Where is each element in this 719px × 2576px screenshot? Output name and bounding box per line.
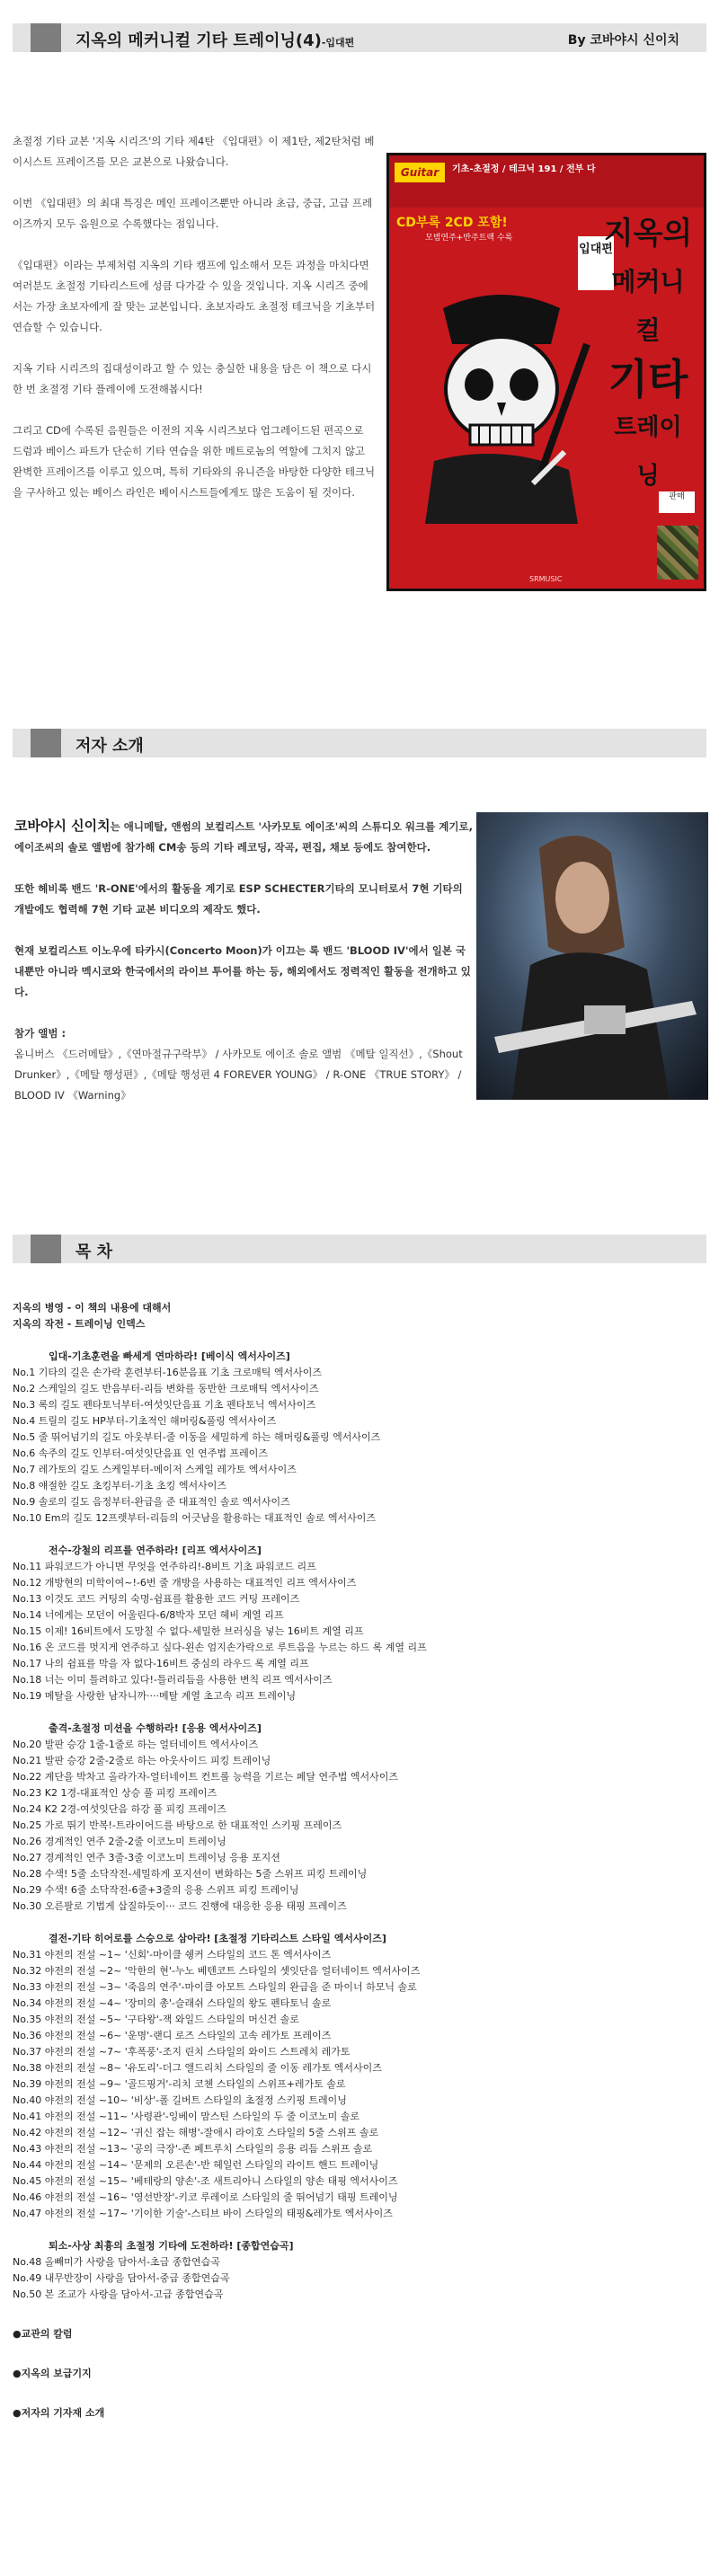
toc-spacer [13, 1332, 706, 1349]
book-cover-image [386, 153, 706, 591]
cover-title-line: 트레이닝 [614, 414, 682, 490]
author-bar-accent [31, 729, 61, 757]
toc-item: No.6 속주의 길도 인부터-여섯잇단음표 인 연주법 프레이즈 [13, 1447, 268, 1459]
toc-item: No.4 트릴의 길도 HP부터-기초적인 해머링&풀링 엑서사이즈 [13, 1415, 277, 1427]
toc-spacer [13, 2342, 706, 2366]
toc-item: No.23 K2 1경-대표적인 상승 풀 피킹 프레이즈 [13, 1787, 217, 1799]
toc-spacer [13, 2303, 706, 2326]
toc-item: No.48 올빼미가 사랑을 담아서-초급 종합연습곡 [13, 2256, 220, 2268]
intro-paragraph: 이번 《입대편》의 최대 특징은 메인 프레이즈뿐만 아니라 초급, 중급, 고급 프레이즈까지 모두 음원으로 수록했다는 점입니다. [13, 197, 373, 230]
toc-item: No.34 야전의 전설 ~4~ '장미의 총'-슬래쉬 스타일의 왕도 펜타토닉 솔로 [13, 1997, 332, 2009]
toc-item: No.36 야전의 전설 ~6~ '운명'-랜디 로즈 스타일의 고속 레가토 프레이즈 [13, 2030, 332, 2041]
toc-item: No.45 야전의 전설 ~15~ '베테랑의 양손'-조 새트리아니 스타일의 양손 태핑 엑서사이즈 [13, 2175, 398, 2187]
toc-item: No.28 수색! 5줄 소닥작전-세밀하게 포지션이 변화하는 5줄 스위프 피킹 트레이닝 [13, 1868, 368, 1880]
toc-item: No.20 발판 승강 1줄-1줄로 하는 얼터네이트 엑서사이즈 [13, 1739, 259, 1750]
toc-item: No.41 야전의 전설 ~11~ '사령관'-잉베이 맘스틴 스타일의 두 줄 이코노미 솔로 [13, 2111, 360, 2122]
cover-title-line: 메커니컬 [611, 267, 685, 345]
toc-item: No.29 수색! 6줄 소닥작전-6줄+3줄의 응용 스위프 피킹 트레이닝 [13, 1884, 299, 1896]
toc-item: No.3 록의 길도 펜타토닉부터-여섯잇단음표 기초 펜타토닉 엑서사이즈 [13, 1399, 316, 1411]
toc-chapter-heading: 입대-기초훈련을 빠세게 연마하라! [베이식 엑서사이즈] [49, 1350, 290, 1362]
author-name: 코바야시 신이치 [14, 818, 111, 834]
toc-item: No.40 야전의 전설 ~10~ '비상'-폴 길버트 스타일의 초절정 스키핑 트레이닝 [13, 2094, 347, 2106]
author-bio [14, 816, 473, 1127]
toc-item: No.10 Em의 길도 12프렛부터-리듬의 어긋남을 활용하는 대표적인 솔로 엑서사이즈 [13, 1512, 377, 1524]
intro-paragraph: 그리고 CD에 수록된 음원들은 이전의 지옥 시리즈보다 업그레이드된 편곡으로 드럼과 베이스 파트가 단순히 기타 연습을 위한 메트로놈의 역할에 그치지 않고 완벽한 프레이즈를 이루고 있으며, 특히 기타와의 유니즌을 바탕한 다양한 테크닉을 구사하고 있는 베이스 라인은 베이시스트들에게도 많은 도움이 될 것이다. [13, 424, 376, 499]
cover-title-line: 기타 [608, 355, 688, 403]
toc-item: No.24 K2 2경-여섯잇단음 하강 풀 피킹 프레이즈 [13, 1803, 226, 1815]
albums-label: 참가 앨범 : [14, 1027, 67, 1040]
toc-item: No.25 가로 뛰기 반복!-트라이어드를 바탕으로 한 대표적인 스키핑 프레이즈 [13, 1819, 342, 1831]
toc-item: No.37 야전의 전설 ~7~ '후폭풍'-조지 린치 스타일의 와이드 스트레치 레가토 [13, 2046, 351, 2058]
toc-item: 지옥의 병영 - 이 책의 내용에 대해서 [13, 1302, 172, 1314]
toc-item: No.44 야전의 전설 ~14~ '문제의 오른손'-반 헤일런 스타일의 라이트 핸드 트레이닝 [13, 2159, 379, 2171]
toc-item: No.8 얘절한 길도 초킹부터-기초 초킹 엑서사이즈 [13, 1480, 226, 1492]
toc-item: No.17 나의 쉼표를 막을 자 없다-16비트 중심의 라우드 록 계열 리프 [13, 1658, 309, 1669]
toc-item: No.47 야전의 전설 ~17~ '기이한 기술'-스티브 바이 스타일의 태핑&레가토 엑서사이즈 [13, 2208, 393, 2219]
toc-item: No.50 본 조교가 사랑을 담아서-고급 종합연습곡 [13, 2288, 224, 2300]
toc-item: No.46 야전의 전설 ~16~ '영선반장'-키코 루레이로 스타일의 줄 뛰어넘기 태핑 트레이닝 [13, 2191, 398, 2203]
author-intro-text: 는 애니메탈, 앤썸의 보컬리스트 '사카모토 에이조'씨의 스튜디오 워크를 계기로, 에이조씨의 솔로 앨범에 참가해 CM송 등의 기타 레코딩, 작곡, 편집, 채보 등에도 참여한다. [14, 820, 473, 854]
publisher-logo: SRMUSIC [529, 575, 563, 583]
cover-sub-tag: 모범연주+반주트랙 수록 [425, 234, 513, 243]
toc-item: No.13 이것도 코드 커팅의 숙명-쉼표를 활용한 코드 커팅 프레이즈 [13, 1593, 300, 1605]
toc-chapter-heading: 퇴소-사상 최흉의 초절정 기타에 도전하라! [종합연습곡] [49, 2240, 294, 2252]
camo-patch [657, 526, 698, 580]
toc-item: No.43 야전의 전설 ~13~ '공의 극장'-존 페트루치 스타일의 응용 리듬 스위프 솔로 [13, 2143, 373, 2155]
author-intro [14, 816, 473, 858]
intro-paragraph: 지옥 기타 시리즈의 집대성이라고 할 수 있는 충실한 내용을 담은 이 책으로 다시 한 번 초절정 기타 플레이에 도전해봅시다! [13, 362, 372, 395]
toc-section-title: 목 차 [75, 1243, 113, 1261]
toc-item: No.33 야전의 전설 ~3~ '죽음의 연주'-마이클 아모트 스타일의 완급을 준 마이너 하모닉 솔로 [13, 1981, 417, 1993]
toc-item: No.9 솔로의 길도 음정부터-완급을 준 대표적인 솔로 엑서사이즈 [13, 1496, 290, 1508]
author-photo [476, 812, 708, 1100]
toc-item: No.38 야전의 전설 ~8~ '유도리'-더그 앨드리치 스타일의 줄 이동 레가토 엑서사이즈 [13, 2062, 382, 2074]
cover-cd-tag: CD부록 2CD 포함! [396, 216, 508, 230]
byline: By 코바야시 신이치 [567, 33, 679, 48]
toc-item: No.35 야전의 전설 ~5~ '구타왕'-잭 와일드 스타일의 머신건 솔로 [13, 2014, 299, 2025]
table-of-contents [13, 1300, 706, 2421]
toc-item: No.26 경계적인 연주 2줄-2줄 이코노미 트레이닝 [13, 1836, 226, 1847]
toc-spacer [13, 2382, 706, 2405]
page-title: 지옥의 메커니컬 기타 트레이닝(4)-입대편 [75, 31, 355, 50]
author-photo-illustration [476, 812, 708, 1100]
cover-title-line: 지옥의 [603, 216, 693, 252]
toc-spacer [13, 1704, 706, 1721]
albums-list: 옴니버스 《드러메탈》,《연마절규구락부》 / 사카모토 에이조 솔로 앨범 《메탈 일직선》,《Shout Drunker》,《메탈 행성편》,《메탈 행성편 4 FOREVER YOUNG》 / R-ONE 《TRUE STORY》 / BLOOD IV 《Warning》 [14, 1048, 463, 1102]
title-suffix: -입대편 [321, 37, 355, 49]
toc-spacer [13, 1915, 706, 1931]
toc-item: No.30 오른팔로 기법게 삽질하듯이··· 코드 진행에 대응한 응용 태핑 프레이즈 [13, 1900, 347, 1912]
author-section-title: 저자 소개 [75, 737, 144, 756]
cover-top-tag: 기초-초절정 / 테크닉 191 / 전부 다 [452, 164, 596, 174]
toc-item: ●저자의 기자재 소개 [13, 2407, 105, 2419]
header-accent [31, 23, 61, 52]
toc-section-bar [13, 1235, 706, 1263]
toc-item: No.11 파워코드가 아니면 무엇을 연주하리!-8비트 기초 파워코드 리프 [13, 1561, 316, 1572]
toc-item: No.39 야전의 전설 ~9~ '골드핑거'-리치 코첸 스타일의 스위프+레가토 솔로 [13, 2078, 346, 2090]
toc-item: ●교관의 칼럼 [13, 2328, 73, 2340]
toc-chapter-heading: 출격-초절정 미션을 수행하라! [응용 엑서사이즈] [49, 1722, 262, 1734]
toc-spacer [13, 2222, 706, 2238]
author-paragraph: 또한 헤비록 밴드 'R-ONE'에서의 활동을 계기로 ESP SCHECTER기타의 모니터로서 7현 기타의 개발에도 협력해 7현 기타 교본 비디오의 제작도 했다. [14, 882, 463, 916]
toc-item: No.22 계단을 박차고 올라가자-얼터네이트 컨트롤 능력을 기르는 페달 연주법 엑서사이즈 [13, 1771, 398, 1783]
header-bar [13, 23, 706, 52]
toc-chapter-heading: 전수-강철의 리프를 연주하라! [리프 엑서사이즈] [49, 1545, 262, 1556]
toc-item: No.7 레가토의 길도 스케일부터-메이저 스케일 레가토 엑서사이즈 [13, 1464, 297, 1475]
cover-badge: 판매 [659, 491, 695, 513]
toc-chapter-heading: 결전-기타 히어로를 스승으로 삼아라! [초절정 기타리스트 스타일 엑서사이즈] [49, 1933, 386, 1944]
cover-big-title [603, 209, 693, 500]
toc-item: No.1 기타의 길은 손가락 훈련부터-16분음표 기초 크로매틱 엑서사이즈 [13, 1367, 322, 1378]
skull-soldier-illustration [407, 290, 596, 524]
toc-bar-accent [31, 1235, 61, 1263]
toc-item: No.16 온 코드를 멋지게 연주하고 싶다-왼손 엄지손가락으로 루트음을 누르는 하드 록 계열 리프 [13, 1642, 427, 1653]
author-paragraph: 현재 보컬리스트 이노우에 타카시(Concerto Moon)가 이끄는 록 밴드 'BLOOD IV'에서 일본 국내뿐만 아니라 멕시코와 한국에서의 라이브 투어를 하는 등, 해외에서도 정력적인 활동을 전개하고 있다. [14, 944, 471, 998]
toc-item: No.19 메탈을 사랑한 남자니까····메탈 계열 초고속 리프 트레이닝 [13, 1690, 297, 1702]
intro-paragraph: 《입대편》이라는 부제처럼 지옥의 기타 캠프에 입소해서 모든 과정을 마치다면 여러분도 초절정 기타리스트에 성큼 다가갈 수 있을 것입니다. 지옥 시리즈 중에서는 가장 초보자에게 잘 맞는 교본입니다. 초보자라도 초절정 테크닉을 기초부터 연습할 수 있습니다. [13, 259, 376, 333]
toc-item: ●지옥의 보급기지 [13, 2368, 92, 2379]
intro-text [13, 131, 376, 524]
toc-item: No.27 경계적인 연주 3줄-3줄 이코노미 트레이닝 응용 포지션 [13, 1852, 280, 1863]
toc-item: No.32 야전의 전설 ~2~ '악한의 현'-누노 베텐코트 스타일의 셋잇단음 얼터네이트 엑서사이즈 [13, 1965, 421, 1977]
cover-edition-label: 입대편 [578, 236, 614, 290]
toc-item: No.42 야전의 전설 ~12~ '귀신 잡는 해병'-잘애시 라이호 스타일의 5줄 스위프 솔로 [13, 2127, 379, 2138]
toc-item: No.14 너에게는 모던이 어울린다-6/8박자 모던 헤비 계열 리프 [13, 1609, 284, 1621]
toc-item: No.49 내무반장이 사랑을 담아서-중급 종합연습곡 [13, 2272, 230, 2284]
author-section-bar [13, 729, 706, 757]
toc-item: No.12 개방현의 미학이여~!-6번 줄 개방을 사용하는 대표적인 리프 엑서사이즈 [13, 1577, 357, 1589]
toc-item: No.18 너는 이미 틀려하고 있다!-틀러리듬을 사용한 변칙 리프 엑서사이즈 [13, 1674, 333, 1686]
toc-item: No.15 이제! 16비트에서 도망칠 수 없다-세밀한 브러싱을 넣는 16비트 계열 리프 [13, 1625, 364, 1637]
guitar-magazine-logo: Guitar [395, 163, 445, 182]
toc-item: No.21 발판 승강 2줄-2줄로 하는 아웃사이드 피킹 트레이닝 [13, 1755, 271, 1766]
intro-paragraph: 초절정 기타 교본 '지옥 시리즈'의 기타 제4탄 《입대편》이 제1탄, 제2탄처럼 베이시스트 프레이즈를 모은 교본으로 나왔습니다. [13, 135, 375, 168]
toc-item: No.2 스케일의 길도 반음부터-리듬 변화를 동반한 크로매틱 엑서사이즈 [13, 1383, 319, 1394]
toc-item: No.31 야전의 전설 ~1~ '신회'-마이클 쉥커 스타일의 코드 톤 엑서사이즈 [13, 1949, 332, 1961]
toc-item: 지옥의 작전 - 트레이닝 인덱스 [13, 1318, 146, 1330]
toc-item: No.5 줄 뛰어넘기의 길도 아웃부터-줄 이동을 세밀하게 하는 해머링&풀링 엑서사이즈 [13, 1431, 381, 1443]
toc-spacer [13, 1527, 706, 1543]
